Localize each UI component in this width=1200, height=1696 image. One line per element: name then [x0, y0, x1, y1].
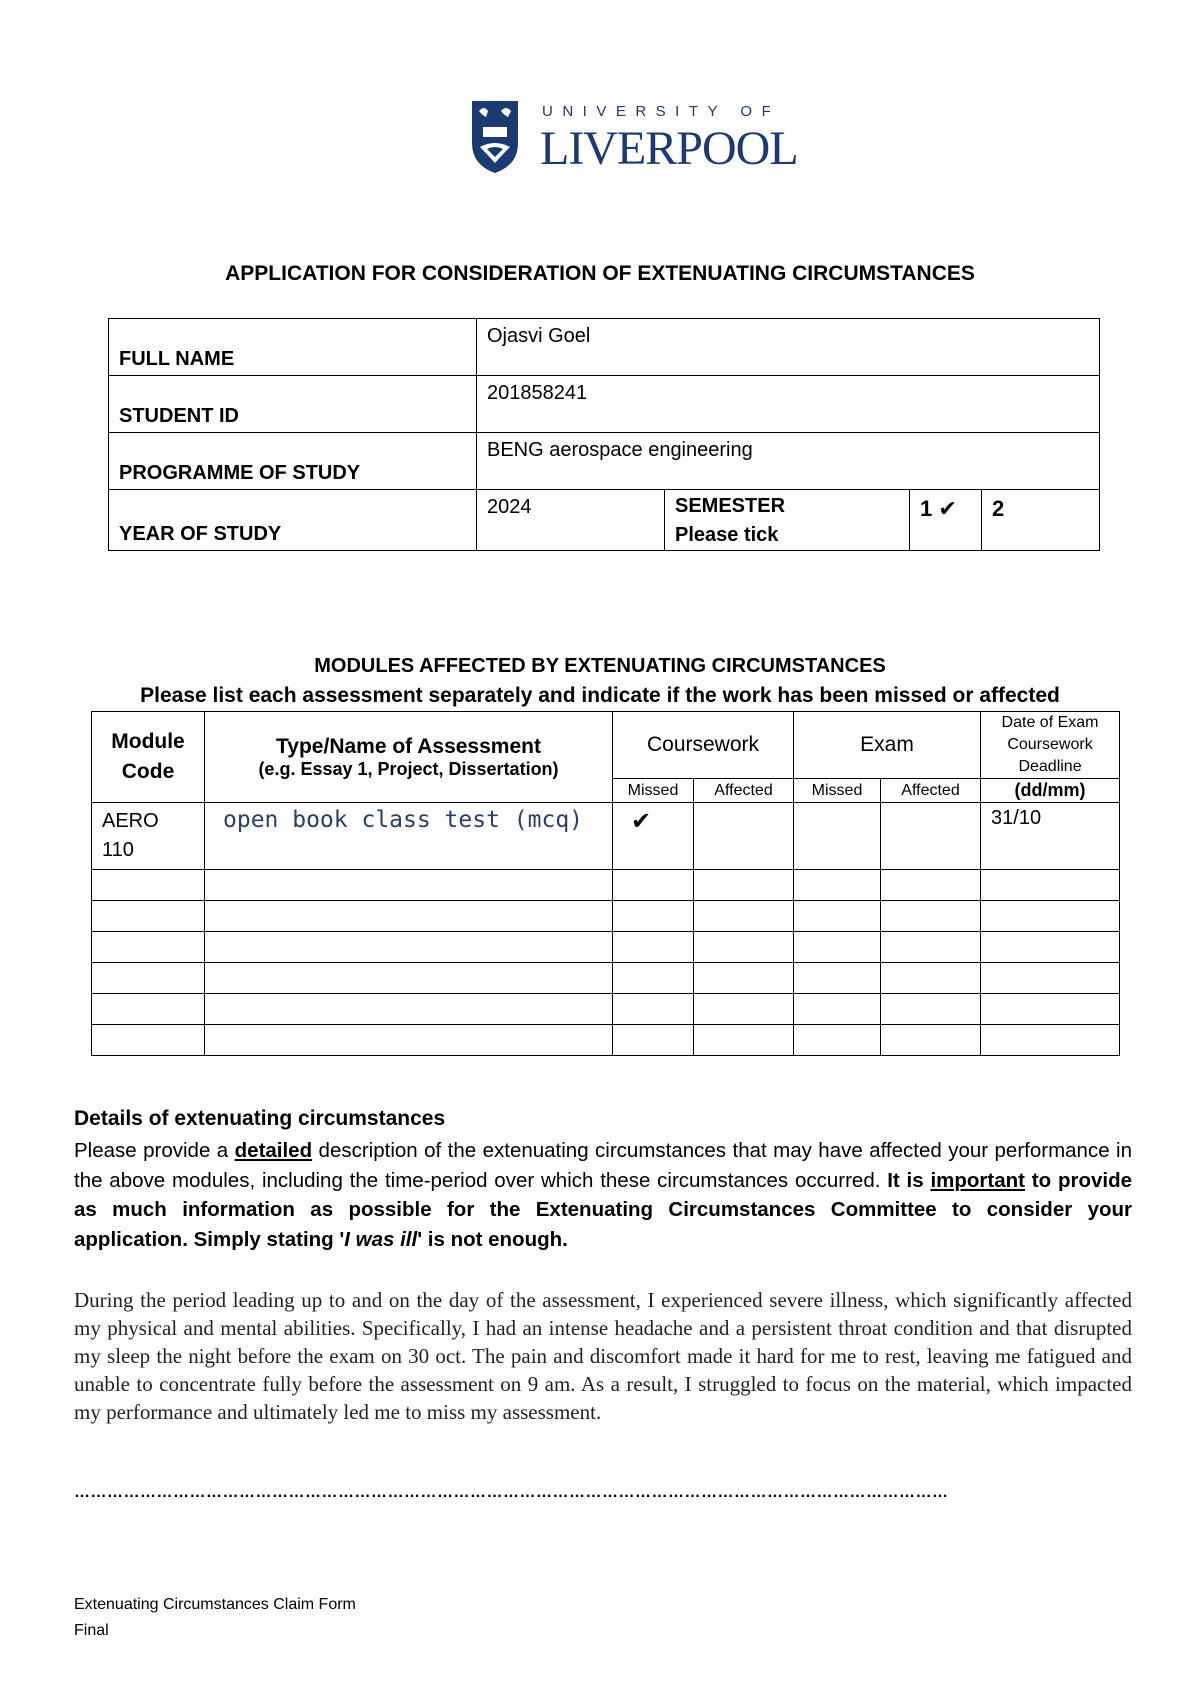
- programme-field[interactable]: BENG aerospace engineering: [477, 433, 1100, 490]
- exam-missed-header: Missed: [794, 779, 881, 803]
- dotted-line: ……………………………………………………………………………………………………………………………………………: [74, 1484, 949, 1501]
- exam-affected-header: Affected: [881, 779, 981, 803]
- coursework-affected-header: Affected: [694, 779, 794, 803]
- full-name-field[interactable]: Ojasvi Goel: [477, 319, 1100, 376]
- instr-i-was-ill: I was ill: [344, 1227, 418, 1251]
- personal-details-table: [108, 318, 1100, 551]
- logo-liverpool-text: LIVERPOOL: [540, 122, 798, 175]
- empty-cell[interactable]: [205, 963, 613, 994]
- semester-1-checkbox[interactable]: 1 ✔: [910, 490, 982, 551]
- year-of-study-label: YEAR OF STUDY: [109, 490, 477, 551]
- logo-university-text: UNIVERSITY OF: [542, 103, 781, 120]
- empty-cell[interactable]: [881, 994, 981, 1025]
- assessment-cell[interactable]: open book class test (mcq): [205, 803, 613, 870]
- empty-cell[interactable]: [981, 994, 1120, 1025]
- empty-cell[interactable]: [981, 963, 1120, 994]
- empty-cell[interactable]: [794, 870, 881, 901]
- table-row-empty: [92, 994, 1120, 1025]
- coursework-missed-cell[interactable]: ✔: [613, 803, 694, 870]
- modules-subheading: Please list each assessment separately and indicate if the work has been missed or affected: [140, 684, 1060, 707]
- exam-affected-cell[interactable]: [881, 803, 981, 870]
- assessment-header-title: Type/Name of Assessment: [276, 734, 541, 758]
- details-heading: Details of extenuating circumstances: [74, 1107, 446, 1130]
- empty-cell[interactable]: [205, 932, 613, 963]
- crest-icon: [470, 99, 520, 175]
- module-code-cell[interactable]: AERO 110: [92, 803, 205, 870]
- empty-cell[interactable]: [794, 932, 881, 963]
- semester-label-cell: [665, 490, 910, 551]
- empty-cell[interactable]: [205, 901, 613, 932]
- empty-cell[interactable]: [613, 870, 694, 901]
- table-row-empty: [92, 1025, 1120, 1056]
- empty-cell[interactable]: [205, 1025, 613, 1056]
- empty-cell[interactable]: [613, 994, 694, 1025]
- empty-cell[interactable]: [794, 1025, 881, 1056]
- footer: [74, 1592, 356, 1644]
- semester-2-checkbox[interactable]: 2: [982, 490, 1100, 551]
- empty-cell[interactable]: [794, 994, 881, 1025]
- table-row-empty: [92, 963, 1120, 994]
- empty-cell[interactable]: [881, 870, 981, 901]
- instr-detailed: detailed: [234, 1139, 313, 1162]
- instr-text: description of the extenuating circumstances that may have affected your performance in the above modules, including the time-period over which these circumstances occurred.: [74, 1139, 1132, 1192]
- empty-cell[interactable]: [92, 994, 205, 1025]
- empty-cell[interactable]: [613, 932, 694, 963]
- instr-bold: It is: [887, 1168, 931, 1192]
- student-id-label: STUDENT ID: [109, 376, 477, 433]
- empty-cell[interactable]: [205, 994, 613, 1025]
- table-row-empty: [92, 901, 1120, 932]
- footer-form-name: Extenuating Circumstances Claim Form: [74, 1596, 356, 1613]
- exam-header: Exam: [794, 712, 981, 779]
- form-title: APPLICATION FOR CONSIDERATION OF EXTENUATING CIRCUMSTANCES: [225, 262, 975, 285]
- empty-cell[interactable]: [794, 963, 881, 994]
- modules-heading: MODULES AFFECTED BY EXTENUATING CIRCUMSTANCES: [314, 655, 886, 677]
- empty-cell[interactable]: [92, 932, 205, 963]
- empty-cell[interactable]: [694, 870, 794, 901]
- date-cell[interactable]: 31/10: [981, 803, 1120, 870]
- semester-hint: Please tick: [675, 524, 779, 546]
- empty-cell[interactable]: [881, 1025, 981, 1056]
- full-name-label: FULL NAME: [109, 319, 477, 376]
- empty-cell[interactable]: [92, 1025, 205, 1056]
- year-of-study-field[interactable]: 2024: [477, 490, 665, 551]
- module-code-header: Module Code: [92, 712, 205, 803]
- circumstances-description[interactable]: During the period leading up to and on the day of the assessment, I experienced severe illness, which significantly affected my physical and mental abilities. Specifically, I had an intense headache and a persistent throat condition and that disrupted my sleep the night before the exam on 30 oct. The pain and discomfort made it hard for me to rest, leaving me fatigued and unable to concentrate fully before the assessment on 9 am. As a result, I struggled to focus on the material, which impacted my performance and ultimately led me to miss my assessment.: [74, 1288, 1132, 1424]
- instr-important: important: [930, 1168, 1025, 1192]
- footer-version: Final: [74, 1622, 109, 1639]
- empty-cell[interactable]: [981, 901, 1120, 932]
- programme-label: PROGRAMME OF STUDY: [109, 433, 477, 490]
- empty-cell[interactable]: [694, 994, 794, 1025]
- university-logo: [470, 99, 798, 175]
- instr-text: Please provide a: [74, 1139, 235, 1162]
- coursework-affected-cell[interactable]: [694, 803, 794, 870]
- empty-cell[interactable]: [92, 870, 205, 901]
- student-id-field[interactable]: 201858241: [477, 376, 1100, 433]
- modules-heading-block: [0, 652, 1200, 710]
- empty-cell[interactable]: [794, 901, 881, 932]
- exam-missed-cell[interactable]: [794, 803, 881, 870]
- details-instructions: [74, 1136, 1132, 1254]
- empty-cell[interactable]: [881, 963, 981, 994]
- date-header: Date of Exam Coursework Deadline: [981, 712, 1120, 779]
- semester-label: SEMESTER: [675, 495, 786, 517]
- modules-table: [91, 711, 1120, 1056]
- empty-cell[interactable]: [613, 901, 694, 932]
- empty-cell[interactable]: [205, 870, 613, 901]
- empty-cell[interactable]: [613, 963, 694, 994]
- empty-cell[interactable]: [92, 963, 205, 994]
- empty-cell[interactable]: [694, 1025, 794, 1056]
- table-row: [92, 803, 1120, 870]
- assessment-header: [205, 712, 613, 803]
- coursework-missed-header: Missed: [613, 779, 694, 803]
- empty-cell[interactable]: [694, 963, 794, 994]
- date-format-header: (dd/mm): [981, 779, 1120, 803]
- empty-cell[interactable]: [881, 932, 981, 963]
- assessment-header-example: (e.g. Essay 1, Project, Dissertation): [258, 758, 559, 779]
- empty-cell[interactable]: [694, 901, 794, 932]
- empty-cell[interactable]: [613, 1025, 694, 1056]
- table-row-empty: [92, 932, 1120, 963]
- coursework-header: Coursework: [613, 712, 794, 779]
- table-row-empty: [92, 870, 1120, 901]
- empty-cell[interactable]: [981, 870, 1120, 901]
- empty-cell[interactable]: [981, 1025, 1120, 1056]
- empty-cell[interactable]: [694, 932, 794, 963]
- empty-cell[interactable]: [981, 932, 1120, 963]
- instr-bold: ' is not enough.: [417, 1227, 568, 1251]
- empty-cell[interactable]: [92, 901, 205, 932]
- empty-cell[interactable]: [881, 901, 981, 932]
- instr-bold: to provide as much information as possible for the Extenuating Circumstances Committee to consider your application. Simply stating ': [74, 1168, 1132, 1251]
